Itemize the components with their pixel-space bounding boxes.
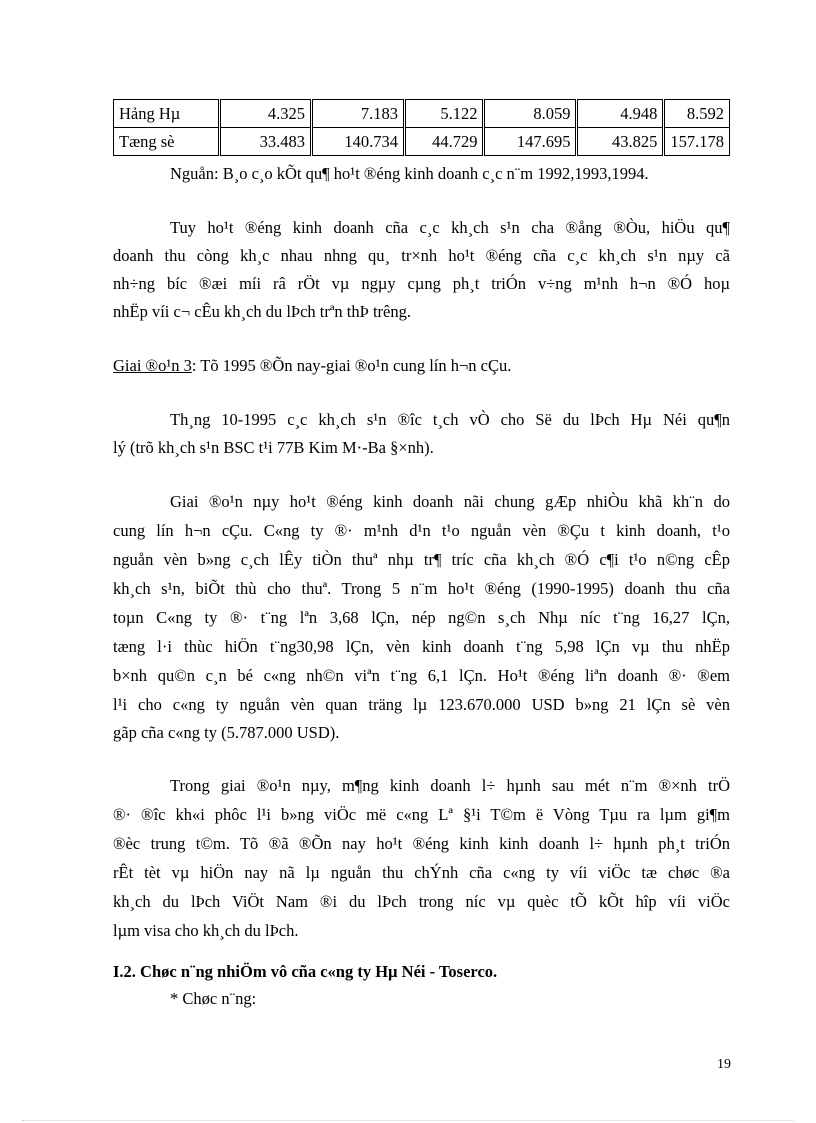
stage-3-line: [113, 356, 511, 376]
sub-heading: * Chøc n¨ng:: [170, 989, 257, 1008]
paragraph-3-line: tæng l·i thùc hiÖn t¨ng30,98 lÇn, vèn kinh doanh t¨ng 5,98 lÇn vµ thu nhËp: [113, 637, 730, 656]
paragraph-4-line: Trong giai ®o¹n nµy, m¶ng kinh doanh l÷ hµnh sau mét n¨m ®×nh trÖ: [170, 776, 730, 795]
paragraph-3-line: cung lín h¬n cÇu. C«ng ty ®· m¹nh d¹n t¹o nguån vèn ®Çu t kinh doanh, t¹o: [113, 521, 730, 540]
table-cell: 8.592: [664, 100, 730, 128]
table-row: [114, 128, 730, 156]
table-cell: 7.183: [312, 100, 405, 128]
section-heading: I.2. Chøc n¨ng nhiÖm vô cña c«ng ty Hµ Néi - Toserco.: [113, 962, 498, 981]
table-row: [114, 100, 730, 128]
table-cell: 4.325: [219, 100, 311, 128]
paragraph-1-line: doanh thu còng kh¸c nhau nhng qu¸ tr×nh ho¹t ®éng cña c¸c kh¸ch s¹n nµy cã: [113, 246, 730, 265]
paragraph-4-line: ®èc trung t©m. Tõ ®ã ®Õn nay ho¹t ®éng kinh kinh doanh l÷ hµnh ph¸t triÓn: [113, 834, 730, 853]
paragraph-4-line: kh¸ch du lÞch ViÖt Nam ®i du lÞch trong níc vµ quèc tÕ kÕt hîp víi viÖc: [113, 892, 730, 911]
paragraph-2-line: lý (trõ kh¸ch s¹n BSC t¹i 77B Kim M·-Ba §×nh).: [113, 438, 434, 457]
paragraph-1-line: nhËp víi c¬ cÊu kh¸ch du lÞch trªn thÞ trêng.: [113, 302, 411, 321]
paragraph-3-line: kh¸ch s¹n, biÕt thù cho thuª. Trong 5 n¨m ho¹t ®éng (1990-1995) doanh thu cña: [113, 579, 730, 598]
table-cell: 8.059: [484, 100, 577, 128]
paragraph-4-line: ®· ®îc kh«i phôc l¹i b»ng viÖc më c«ng Lª §¹i T©m ë Vòng Tµu ra lµm gi¶m: [113, 805, 730, 824]
paragraph-4-line: rÊt tèt vµ hiÖn nay nã lµ nguån thu chÝnh cña c«ng ty víi viÖc tæ chøc ®a: [113, 863, 730, 882]
revenue-table: [113, 99, 730, 156]
table-cell: 157.178: [664, 128, 730, 156]
table-source-note: Nguån: B¸o c¸o kÕt qu¶ ho¹t ®éng kinh doanh c¸c n¨m 1992,1993,1994.: [170, 164, 649, 183]
paragraph-3-line: gãp cña c«ng ty (5.787.000 USD).: [113, 723, 340, 742]
table-cell: 4.948: [577, 100, 664, 128]
table-cell: 33.483: [219, 128, 311, 156]
row-label: Tæng sè: [114, 128, 220, 156]
paragraph-4-line: lµm visa cho kh¸ch du lÞch.: [113, 921, 299, 940]
page-number: 19: [717, 1057, 731, 1072]
stage-text: : Tõ 1995 ®Õn nay-giai ®o¹n cung lín h¬n cÇu.: [191, 356, 512, 375]
page-bottom-divider: [22, 1120, 794, 1121]
table-cell: 44.729: [405, 128, 484, 156]
paragraph-1-line: nh÷ng bíc ®æi míi râ rÖt vµ ngµy cµng ph¸t triÓn v÷ng m¹nh h¬n ®Ó hoµ: [113, 274, 730, 293]
stage-label: Giai ®o¹n 3: [113, 356, 192, 375]
table-cell: 140.734: [312, 128, 405, 156]
table-cell: 5.122: [405, 100, 484, 128]
paragraph-2-line: Th¸ng 10-1995 c¸c kh¸ch s¹n ®îc t¸ch vÒ cho Së du lÞch Hµ Néi qu¶n: [170, 410, 730, 429]
paragraph-3-line: b×nh qu©n c¸n bé c«ng nh©n viªn t¨ng 6,1 lÇn. Ho¹t ®éng liªn doanh ®· ®em: [113, 666, 730, 685]
row-label: Hảng Hµ: [114, 100, 220, 128]
paragraph-3-line: toµn C«ng ty ®· t¨ng lªn 3,68 lÇn, nép ng©n s¸ch Nhµ níc t¨ng 16,27 lÇn,: [113, 608, 730, 627]
table-cell: 43.825: [577, 128, 664, 156]
paragraph-1-line: Tuy ho¹t ®éng kinh doanh cña c¸c kh¸ch s¹n cha ®ång ®Òu, hiÖu qu¶: [170, 218, 730, 237]
paragraph-3-line: nguån vèn b»ng c¸ch lÊy tiÒn thuª nhµ tr¶ tríc cña kh¸ch ®Ó c¶i t¹o n©ng cÊp: [113, 550, 730, 569]
paragraph-3-line: Giai ®o¹n nµy ho¹t ®éng kinh doanh nãi chung gÆp nhiÒu khã kh¨n do: [170, 492, 730, 511]
paragraph-3-line: l¹i cho c«ng ty nguån vèn quan träng lµ 123.670.000 USD b»ng 21 lÇn sè vèn: [113, 695, 730, 714]
table-cell: 147.695: [484, 128, 577, 156]
